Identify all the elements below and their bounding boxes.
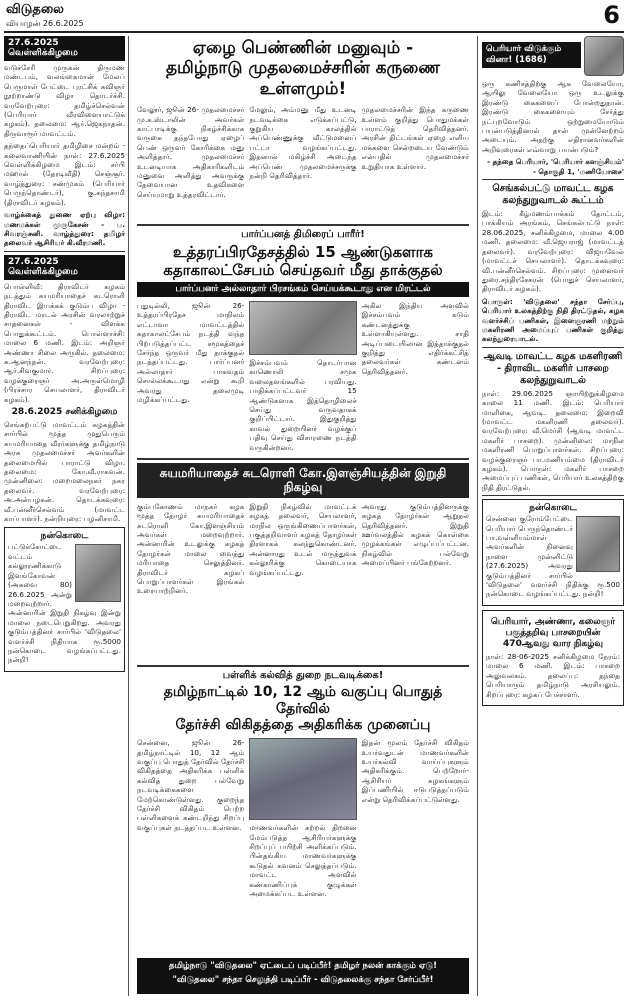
quote-header [482,36,624,76]
right-column [477,36,624,996]
divider [4,251,125,252]
masthead-rule [4,31,624,33]
victim-photo [249,301,356,355]
obituary-text: பட்டுக்கோட்டை வட்டம் கல்லூரணிக்காடு இளங்கோவன் (அகவை 80) 26.6.2025 அன்று மறைவுற்றார். அன்னாரின் இறுதி நிகழ்வு இன்று மாலை நடைபெறுகிறது. அவரது குடும்பத்தினர் சார்பில் 'விடுதலை' வளர்ச்சி நிதியாக ரூ.5000 நன்கொடை வழங்கப்பட்டது. நன்றி! [8,542,121,665]
periyar-photo [584,36,624,76]
women-meeting-text: நாள்: 29.06.2025 ஞாயிற்றுக்கிழமை காலை 11 மணி. இடம்: பெரியார் மாளிகை, ஆவடி. தலைமை: இறைவி (மாவட்ட மகளிரணி தலைவர்). வரவேற்புரை: வீ.மெர்சி (ஆவடி மாவட்ட மகளிர் பாசறை). முன்னிலை: மாநில மகளிரணி பொறுப்பாளர்கள். சிறப்புரை: வழக்குரைஞர் பா.மணியம்மை (திராவிடர் கழகம்). பொருள்: மகளிர் பாசறை அமைப்புப் பணிகள், பெரியார் உலகத்திற்கு நிதி திரட்டுதல். [482,388,624,492]
story-2-col-1: புதுடில்லி, ஜூன் 26- உத்தரப்பிரதேச மாநிலம் எட்டாவா மாவட்டத்தில் கதாகாலட்சேபம் நடத்தி வந்த பிற்படுத்தப்பட்ட சமூகத்தைச் சேர்ந்த ஒருவர் மீது தாக்குதல் நடத்தப்பட்டது. பார்ப்பனர் அல்லாதார் பாகவதம் சொல்லக்கூடாது என்று கூறி அவரது தலைமுடி மழிக்கப்பட்டது. [137,300,245,405]
woman-photo [576,516,620,572]
divider [137,665,469,667]
event-text: நாள்: 28-06-2025 சனிக்கிழமை நேரம்: மாலை 6 மணி. இடம்: பாசறை அலுவலகம். தலைப்பு: தந்தை பெரியாரும் தமிழ்நாடு அரசியலும். சிறப்புரை: கழகப் பேச்சாளர். [486,651,620,699]
women-meeting-heading: ஆவடி மாவட்ட கழக மகளிரணி - திராவிட மகளிர் பாசறை கலந்துறுவாடல் [483,350,623,386]
divider [482,347,624,348]
story-2-subhead: பார்ப்பனர் அல்லாதார் பிரசங்கம் செய்யக்கூடாது என மிரட்டல் [137,282,469,297]
story-1-col-2: மேலும், அம்மனு மீது உடனடி நடவடிக்கை எடுக்கப்பட்டு, குறுகிய காலத்தில் அப்பெண்ணுக்கு வீட்டுமனைப் பட்டா வழங்கப்பட்டது. இதனால் மகிழ்ச்சி அடைந்த அப்பெண் முதலமைச்சருக்கு நன்றி தெரிவித்தார். [249,105,357,181]
divider [482,495,624,496]
left-subheading-1: 28.6.2025 சனிக்கிழமை [11,407,118,417]
kicker-2: பள்ளிக் கல்வித் துறை நடவடிக்கை! [222,669,384,681]
center-column [133,36,473,996]
story-2-body [137,301,469,455]
donation-heading: நன்கொடை [529,503,577,514]
quote-heading: பெரியார் விடுக்கும் வினா! (1686) [482,42,581,68]
obituary-heading: நன்கொடை [40,531,89,542]
left-para-2: தந்தைப்பெரியார் தமிழிசை மன்றம் - கலைவாணியின் நாள்: 27.6.2025 வெள்ளிக்கிழமை இடம்: சர்பி மஹால் (தேரடிவீதி) செஞ்சூர். வாழ்த்துரை: சண்முகம் (பெரியார் பெருந்தொண்டர்), கு.கந்தசாமி (திராவிடர் கழகம்). [4,141,125,207]
headline-1: ஏழை பெண்ணின் மனுவும் - தமிழ்நாடு முதலமைச்சரின் கருணை உள்ளமும்! [165,38,440,99]
story-4-col-3: இதன் மூலம் தேர்ச்சி விகிதம் உயர்வதுடன் மாணவர்களின் உயர்கல்வி வாய்ப்புகளும் அதிகரிக்கும். பெற்றோர்-ஆசிரியர் கழகங்களும் இப்பணியில் ஈடுபடுத்தப்படும் என்று தெரிவிக்கப்பட்டுள்ளது. [361,738,469,804]
quote-text: ஒரு கணிசத்திற்கு ஆக வேலையோ, ஆயிலு வேலையோ ஒரு உடலுக்கு இரண்டு கைகளைப் போன்றதுதான். இரண்டு கைகளையும் சேர்த்து நட்புறவோடும் ஒற்றுமையோடும் பயன்படுத்தினால் தான் முன்னேற்றம் அடையும். அதற்கு எதிரானவர்களின் அறிவுரைகள் எவ்வாறு பயன்படும்? [482,79,624,154]
footer-line-2: "விடுதலை" சந்தா செலுத்தி படிப்பீர் - விடுதலைக்கு சந்தா சேர்ப்பீர்! [172,975,434,985]
left-column [4,36,129,996]
left-para-4: பொள்ளிவீ: திராவிடர் கழகம் நடத்தும் சுயமரியாதைச் சுடரொளி திராவிட இயக்கக் குடும்ப விழா - திராவிட மாடல் அரசின் வரலாற்றுச் சாதனைகள் - விளக்க பொதுக்கூட்டம். பொள்ளாச்சி: மாலை 6 மணி. இடம்: அறிஞர் அண்ணா சிலை அருகில். தலைமை: சு.ஆனந்தன். வரவேற்புரை: ஆர்.சிவகுமார். சிறப்புரை: வழக்குரைஞர் அ.அருள்மொழி (பிரச்சார செயலாளர், திராவிடர் கழகம்). [4,281,125,404]
left-para-5: செங்கற்பட்டு மாவட்டம் கழகத்தின் சார்பில் மூத்த முதுபெரும் சுயமரியாதை வீரர்களுக்கு தமிழ்நாடு அரசு முதலமைச்சர் அவர்களின் தலைமையில் பாராட்டு விழா. தலைமை: கோ.வீ.ராகவன். முன்னிலை: மறைமலைநகர் நகர தலைவர். வரவேற்புரை: அ.அன்பழகன். தொடக்கவுரை: வீ.பன்னீர்செல்வம் (மாவட்ட காப்பாளர்). நன்றியுரை: பழனிசாமி. [4,420,125,524]
donation-text: சென்னை குரோம்பேட்டை பெரியார் பெருந்தொண்டர் பா.வள்ளியம்மாள் அவர்களின் நினைவு நாளை முன்னிட்டு (27.6.2025) அவரது குடும்பத்தினர் சார்பில் 'விடுதலை' வளர்ச்சி நிதிக்கு ரூ.500 நன்கொடை வழங்கப்பட்டது. நன்றி! [486,514,620,599]
story-4-col-1: சென்னை, ஜூன் 26- தமிழ்நாட்டில் 10, 12 ஆம் வகுப்பு பொதுத் தேர்வில் தேர்ச்சி விகிதத்தை அதிகரிக்க பள்ளிக் கல்வித் துறை பல்வேறு நடவடிக்கைகளை மேற்கொண்டுள்ளது. குறைந்த தேர்ச்சி விகிதம் பெற்ற பள்ளிகளைக் கண்டறிந்து சிறப்பு வகுப்புகள் நடத்தப்பட உள்ளன. [137,738,245,832]
event-heading: பெரியார், அண்ணா, கலைஞர் பகுத்தறிவு பாசறையின் 470ஆவது வார நிகழ்வு [490,616,616,649]
meeting-agenda: பொருள்: 'விடுதலை' சந்தா சேர்ப்பு, பெரியார் உலகத்திற்கு நிதி திரட்டுதல், கழக வளர்ச்சிப் பணிகள், இளைஞரணி மற்றும் மகளிரணி அமைப்புப் பணிகள் குறித்து கலந்துரையாடல். [482,296,624,344]
story-4-mid [249,738,356,928]
story-3-col-2: இறுதி நிகழ்வில் மாவட்டக் கழகத் தலைவர், செயலாளர், மாநில ஒருங்கிணைப்பாளர்கள், பகுத்தறிவாளர் கழகத் தோழர்கள் திரளாகக் கலந்துகொண்டனர். அன்னாரது உடல் மருத்துவக் கல்லூரிக்கு கொடையாக வழங்கப்பட்டது. [249,501,357,577]
newspaper-title: விடுதலை [6,2,64,17]
left-heading-1: 27.6.2025 வெள்ளிக்கிழமை [4,36,125,61]
quote-source: - தந்தை பெரியார், 'பெரியார் களஞ்சியம்' - தொகுதி 1, 'மணியோசை' [487,157,624,176]
story-4-body [137,738,469,928]
meeting-text: இடம்: கீழ்மணம்பாக்கம் தோட்டம், பாக்கியம் அரங்கம், செங்கல்பட்டு நாள்: 28.06.2025, சனிக்கிழமை, மாலை 4.00 மணி. தலைமை: வீ.ஜெயராஜ் (மாவட்டத் தலைவர்). வரவேற்புரை: விஜயவேல் (மாவட்டச் செயலாளர்). தொடக்கவுரை: வி.பன்னீர்செல்வம். சிறப்புரை: முனைவர் துரை.சந்திரசேகரன் (பொதுச் செயலாளர், திராவிடர் கழகம்). [482,209,624,294]
kicker-1: பார்ப்பனத் திமிரைப் பாரீர்! [241,229,365,241]
divider [482,179,624,180]
story-3-col-3: அவரது குடும்பத்தினருக்கு கழகத் தோழர்கள் ஆறுதல் தெரிவித்தனர். இறுதி ஊர்வலத்தில் கழகக் கொள்கை முழக்கங்கள் எழுப்பப்பட்டன. நிகழ்வில் பல்வேறு அமைப்பினர் பங்கேற்றனர். [361,501,469,568]
donation-box [482,499,624,606]
page-number: 6 [603,1,620,29]
issue-date: வியாழன் 26.6.2025 [6,19,84,28]
left-para-1: வடுச்சேரி முருகன் திருமண மண்டபம், வலங்கைமான் மேலப் பெருமாள் பேட்டை புரட்சிக் கவிஞர் நூற்றாண்டு விழா தொடர்ச்சி. வரவேற்புரை: தமிழ்ச்செல்வன் (பெரியார் வீரவிளையாட்டுக் கழகம்). தலைமை: ஆர்.ஜெகநாதன். திருவாரூர் மாவட்டம். [4,63,125,138]
students-photo [249,738,356,820]
obituary-box [4,527,125,671]
headline-2: உத்தரப்பிரதேசத்தில் 15 ஆண்டுகளாக கதாகாலட்சேபம் செய்தவர் மீது தாக்குதல் [163,243,443,280]
divider [137,458,469,460]
story-2-mid [249,301,356,455]
footer-line-1: தமிழ்நாடு "விடுதலை" ஏட்டைப் படிப்பீர்! தமிழர் நலன் காக்கும் ஏடு! [169,961,437,971]
story-1-col-1: வேலூர், ஜூன் 26- முதலமைச்சர் மு.க.ஸ்டாலின் அவர்கள் காட்பாடிக்கு நிகழ்ச்சிக்காக வருகை தந்தபோது ஏழைப் பெண் ஒருவர் கோரிக்கை மனு அளித்தார். முதலமைச்சர் உடனடியாக அதிகாரிகளிடம் மனுவை அளித்து அவருக்கு தேவையான உதவிகளை செய்யுமாறு உத்தரவிட்டார். [137,105,245,199]
story-3-body [137,502,469,662]
story-1-col-3: முதலமைச்சரின் இந்த கருணை உள்ளம் குறித்து பொதுமக்கள் பாராட்டுத் தெரிவித்தனர். அரசின் திட்டங்கள் ஏழை எளிய மக்களை சென்றடைய வேண்டும் என்பதில் முதலமைச்சர் உறுதியாக உள்ளார். [361,105,469,171]
event-box [482,610,624,706]
left-heading-2: 27.6.2025 வெள்ளிக்கிழமை [4,255,125,280]
divider [137,224,469,226]
story-2-col-2: இச்சம்பவம் தொடர்பான காணொலி சமூக வலைதளங்களில் பரவியது. பாதிக்கப்பட்டவர் 15 ஆண்டுகளாக இத்தொழிலைச் செய்து வருவதாகக் குறிப்பிட்டார். இதுகுறித்து காவல் துறையினர் வழக்குப் பதிவு செய்து விசாரணை நடத்தி வருகின்றனர். [249,357,357,452]
story-3-col-1: கும்பகோணம் மாநகர் கழக மூத்த தோழர் சுயமரியாதைச் சுடரொளி கோ.இளஞ்சியம் அவர்கள் மறைவுற்றார். அன்னாரின் உடலுக்கு கழகத் தோழர்கள் மாலை வைத்து மரியாதை செலுத்தினர். திராவிடர் கழகப் பொறுப்பாளர்கள் இரங்கல் உரையாற்றினர். [137,501,245,596]
headline-4: தமிழ்நாட்டில் 10, 12 ஆம் வகுப்பு பொதுத் தேர்வில் தேர்ச்சி விகிதத்தை அதிகரிக்க முனைப்பு [163,683,443,734]
headline-3: சுயமரியாதைச் சுடரொளி கோ.இளஞ்சியத்தின் இறுதி நிகழ்வு [137,463,469,498]
meeting-heading: செங்கல்பட்டு மாவட்ட கழக கலந்துறுவாடல் கூட்டம் [492,183,614,207]
left-para-3: வாழ்க்கைத் துணை ஏற்பு விழா: மணமக்கள் முருகேசன் - ப. சிவரஞ்சனி. வாழ்த்துரை: தமிழர் தலைவர் ஆசிரியர் கி.வீரமணி. [4,210,125,248]
person-photo [75,544,121,602]
story-2-col-3: அகில இந்திய அளவில் இச்சம்பவம் கடும் கண்டனத்துக்கு உள்ளாகியுள்ளது. சாதி அடிப்படையிலான இத்தாக்குதல் குறித்து எதிர்க்கட்சித் தலைவர்கள் கண்டனம் தெரிவித்தனர். [361,300,469,376]
footer-banner [137,958,469,994]
story-1-body [137,105,469,221]
story-4-col-2: மாணவர்களின் கற்றல் திறனை மேம்படுத்த ஆசிரியர்களுக்கு சிறப்புப் பயிற்சி அளிக்கப்படும். பின்தங்கிய மாணவர்களுக்கு கூடுதல் கவனம் செலுத்தப்படும். மாவட்ட அளவில் கண்காணிப்புக் குழுக்கள் அமைக்கப்பட உள்ளன. [249,823,357,898]
